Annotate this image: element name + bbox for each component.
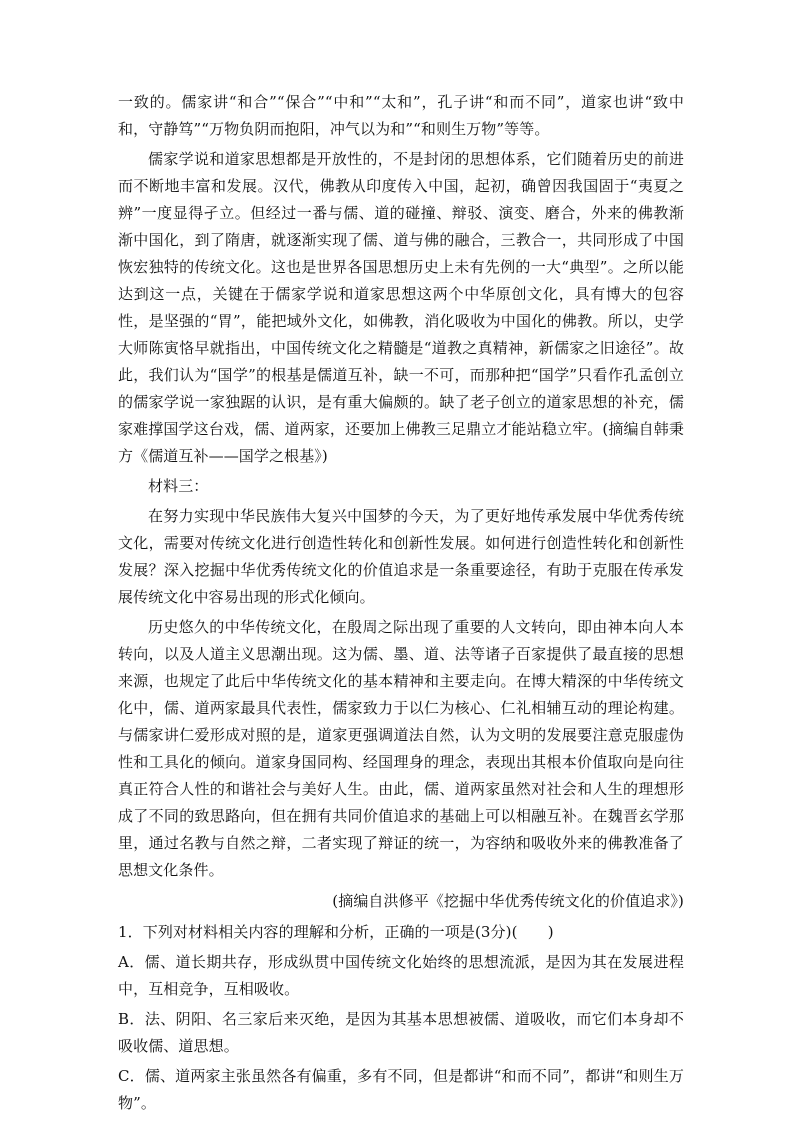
option-a: A．儒、道长期共存，形成纵贯中国传统文化始终的思想流派，是因为其在发展进程中，互相竞争，互相吸收。 <box>118 953 684 998</box>
option-c: C．儒、道两家主张虽然各有偏重，多有不同，但是都讲“和而不同”，都讲“和则生万物”。 <box>118 1067 684 1112</box>
option-b: B．法、阴阳、名三家后来灭绝，是因为其基本思想被儒、道吸收，而它们本身却不吸收儒、道思想。 <box>118 1010 684 1055</box>
paragraph-continuation: 一致的。儒家讲“和合”“保合”“中和”“太和”，孔子讲“和而不同”，道家也讲“致中和，守静笃”“万物负阴而抱阳，冲气以为和”“和则生万物”等等。 <box>118 93 684 138</box>
paragraph-innovation: 在努力实现中华民族伟大复兴中国梦的今天，为了更好地传承发展中华优秀传统文化，需要对传统文化进行创造性转化和创新性发展。如何进行创造性转化和创新性发展？深入挖掘中华优秀传统文化的价值追求是一条重要途径，有助于克服在传承发展传统文化中容易出现的形式化倾向。 <box>118 507 684 606</box>
source-citation: (摘编自洪修平《挖掘中华优秀传统文化的价值追求》) <box>332 892 684 910</box>
paragraph-open-systems: 儒家学说和道家思想都是开放性的，不是封闭的思想体系，它们随着历史的前进而不断地丰富和发展。汉代，佛教从印度传入中国，起初，确曾因我国固于“夷夏之辨”一度显得孑立。但经过一番与儒、道的碰撞、辩驳、演变、磨合，外来的佛教渐渐中国化，到了隋唐，就逐渐实现了儒、道与佛的融合，三教合一，共同形成了中国恢宏独特的传统文化。这也是世界各国思想历史上未有先例的一大“典型”。之所以能达到这一点，关键在于儒家学说和道家思想这两个中华原创文化，具有博大的包容性，是坚强的“胃”，能把域外文化，如佛教，消化吸收为中国化的佛教。所以，史学大师陈寅恪早就指出，中国传统文化之精髓是“道教之真精神，新儒家之旧途径”。故此，我们认为“国学”的根基是儒道互补，缺一不可，而那种把“国学”只看作孔孟创立的儒家学说一家独踞的认识，是有重大偏颇的。缺了老子创立的道家思想的补充，儒家难撑国学这台戏，儒、道两家，还要加上佛教三足鼎立才能站稳立牢。(摘编自韩秉方《儒道互补——国学之根基》) <box>118 150 684 465</box>
question-1: 1．下列对材料相关内容的理解和分析，正确的一项是(3分)( ) <box>118 923 554 941</box>
material-three-label: 材料三： <box>148 477 209 495</box>
document-page <box>118 89 684 1120</box>
paragraph-history: 历史悠久的中华传统文化，在殷周之际出现了重要的人文转向，即由神本向人本转向，以及人道主义思潮出现。这为儒、墨、道、法等诸子百家提供了最直接的思想来源，也规定了此后中华传统文化的基本精神和主要走向。在博大精深的中华传统文化中，儒、道两家最具代表性，儒家致力于以仁为核心、仁礼相辅互动的理论构建。与儒家讲仁爱形成对照的是，道家更强调道法自然，认为文明的发展要注意克服虚伪性和工具化的倾向。道家身国同构、经国理身的理念，表现出其根本价值取向是向往真正符合人性的和谐社会与美好人生。由此，儒、道两家虽然对社会和人生的理想形成了不同的致思路向，但在拥有共同价值追求的基础上可以相融互补。在魏晋玄学那里，通过名教与自然之辩，二者实现了辩证的统一，为容纳和吸收外来的佛教准备了思想文化条件。 <box>118 618 684 879</box>
